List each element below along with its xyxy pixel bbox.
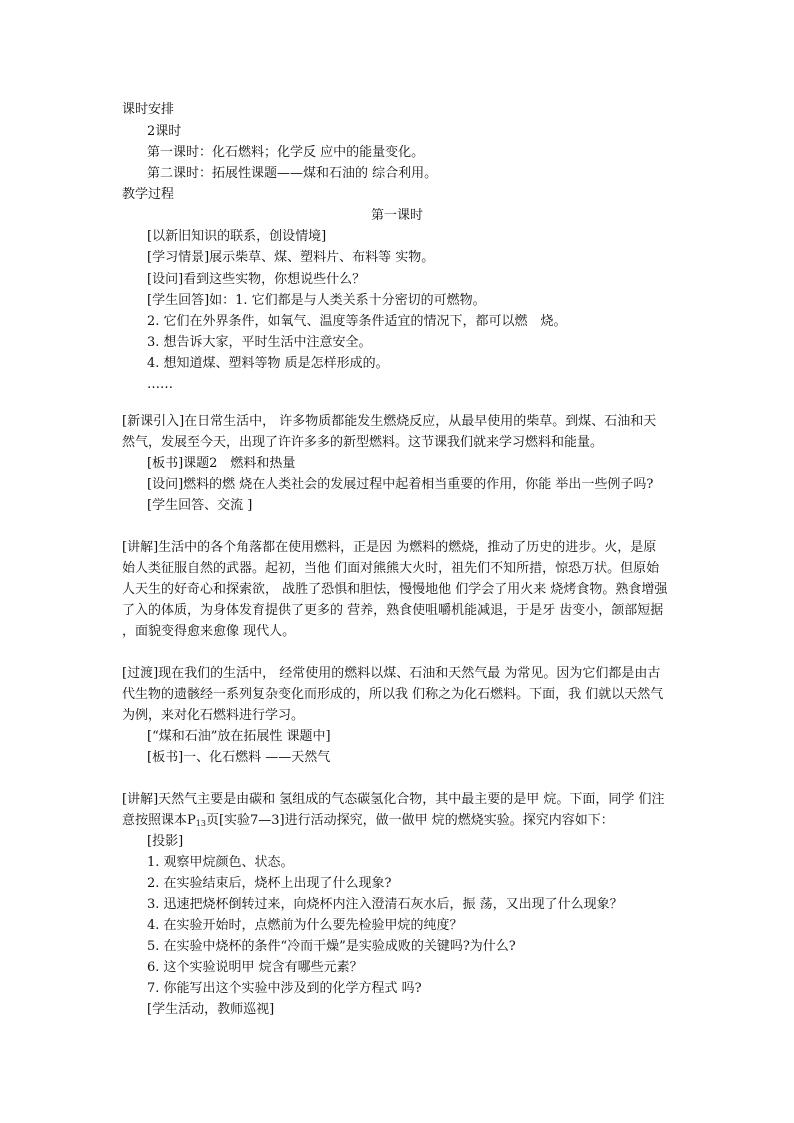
transition-line: [过渡]现在我们的生活中， 经常使用的燃料以煤、石油和天然气最 为常见。因为它们都是由古 [122,666,661,681]
question-item: 6. 这个实验说明甲 烷含有哪些元素？ [147,960,363,975]
new-lesson-line: 然气，发展至今天，出现了许许多多的新型燃料。这节课我们就来学习燃料和能量。 [122,435,604,450]
question-item: 3. 迅速把烧杯倒转过来，向烧杯内注入澄清石灰水后，振 荡，又出现了什么现象？ [147,897,623,912]
transition-line: 为例，来对化石燃料进行学习。 [122,708,305,723]
board-note: [板书]课题2 燃料和热量 [147,456,296,471]
page-subscript: 13 [195,819,206,828]
intro-line: 3. 想告诉大家，平时生活中注意安全。 [147,335,372,350]
schedule-second-lesson: 第二课时：拓展性课题——煤和石油的 综合利用。 [147,166,438,181]
lecture-line: ，面貌变得愈来愈像 现代人。 [122,624,296,639]
intro-line: 2. 它们在外界条件，如氧气、温度等条件适宜的情况下，都可以燃 烧。 [147,314,567,329]
intro-line: [设问]看到这些实物，你想说些什么？ [147,272,366,287]
intro-line: [学生回答]如：1. 它们都是与人类关系十分密切的可燃物。 [147,293,486,308]
board-note: [板书]一、化石燃料 ——天然气 [147,750,331,765]
intro-line: [以新旧知识的联系，创设情境] [147,229,327,244]
lesson-title: 第一课时 [370,208,423,223]
question-line: [设问]燃料的燃 烧在人类社会的发展过程中起着相当重要的作用，你能 举出一些例子吗? [147,477,654,492]
intro-line: 4. 想知道煤、塑料等物 质是怎样形成的。 [147,356,389,371]
lecture-line: 了入的体质，为身体发育提供了更多的 营养，熟食使咀嚼机能减退，于是牙 齿变小，颌部短据 [122,603,664,618]
lecture-line: 人天生的好奇心和探索欲， 战胜了恐惧和胆怯，慢慢地他 们学会了用火来 烧烤食物。熟食增强 [122,582,668,597]
process-heading: 教学过程 [122,187,175,202]
intro-line: [学习情景]展示柴草、煤、塑料片、布料等 实物。 [147,250,435,265]
question-item: 1. 观察甲烷颜色、状态。 [147,855,294,870]
lecture-line: 意按照课本$P_{13}$页[实验7—3]进行活动探究，做一做甲 烷的燃烧实验。探究内容如下： [122,813,614,828]
question-item: 5. 在实验中烧杯的条件“冷而干燥”是实验成败的关键吗?为什么? [147,939,516,954]
transition-line: 代生物的遗骸经一系列复杂变化而形成的，所以我 们称之为化石燃料。下面，我 们就以天然气 [122,687,664,702]
new-lesson-line: [新课引入]在日常生活中， 许多物质都能发生燃烧反应，从最早使用的柴草。到煤、石油和天 [122,414,657,429]
question-item: 7. 你能写出这个实验中涉及到的化学方程式 吗? [147,981,422,996]
student-activity: [学生活动，教师巡视] [147,1002,275,1017]
lecture-line: [讲解]天然气主要是由碳和 氢组成的气态碳氢化合物，其中最主要的是甲 烷。下面，同学 们注 [122,792,665,807]
schedule-count: 2课时 [147,124,182,139]
schedule-heading: 课时安排 [122,102,175,117]
ellipsis: …… [147,377,173,392]
student-answer: [学生回答、交流 ] [147,498,253,513]
projection-label: [投影] [147,834,184,849]
lecture-line: 始人类征服自然的武器。起初，当他 们面对熊熊大火时，祖先们不知所措，惊恐万状。但原始 [122,561,660,576]
transition-note: [“煤和石油”放在拓展性 课题中] [147,729,331,744]
schedule-first-lesson: 第一课时：化石燃料；化学反 应中的能量变化。 [147,145,425,160]
lecture-line: [讲解]生活中的各个角落都在使用燃料，正是因 为燃料的燃烧，推动了历史的进步。火，是原 [122,540,657,555]
question-item: 2. 在实验结束后，烧杯上出现了什么现象? [147,876,392,891]
question-item: 4. 在实验开始时，点燃前为什么要先检验甲烷的纯度？ [147,918,463,933]
